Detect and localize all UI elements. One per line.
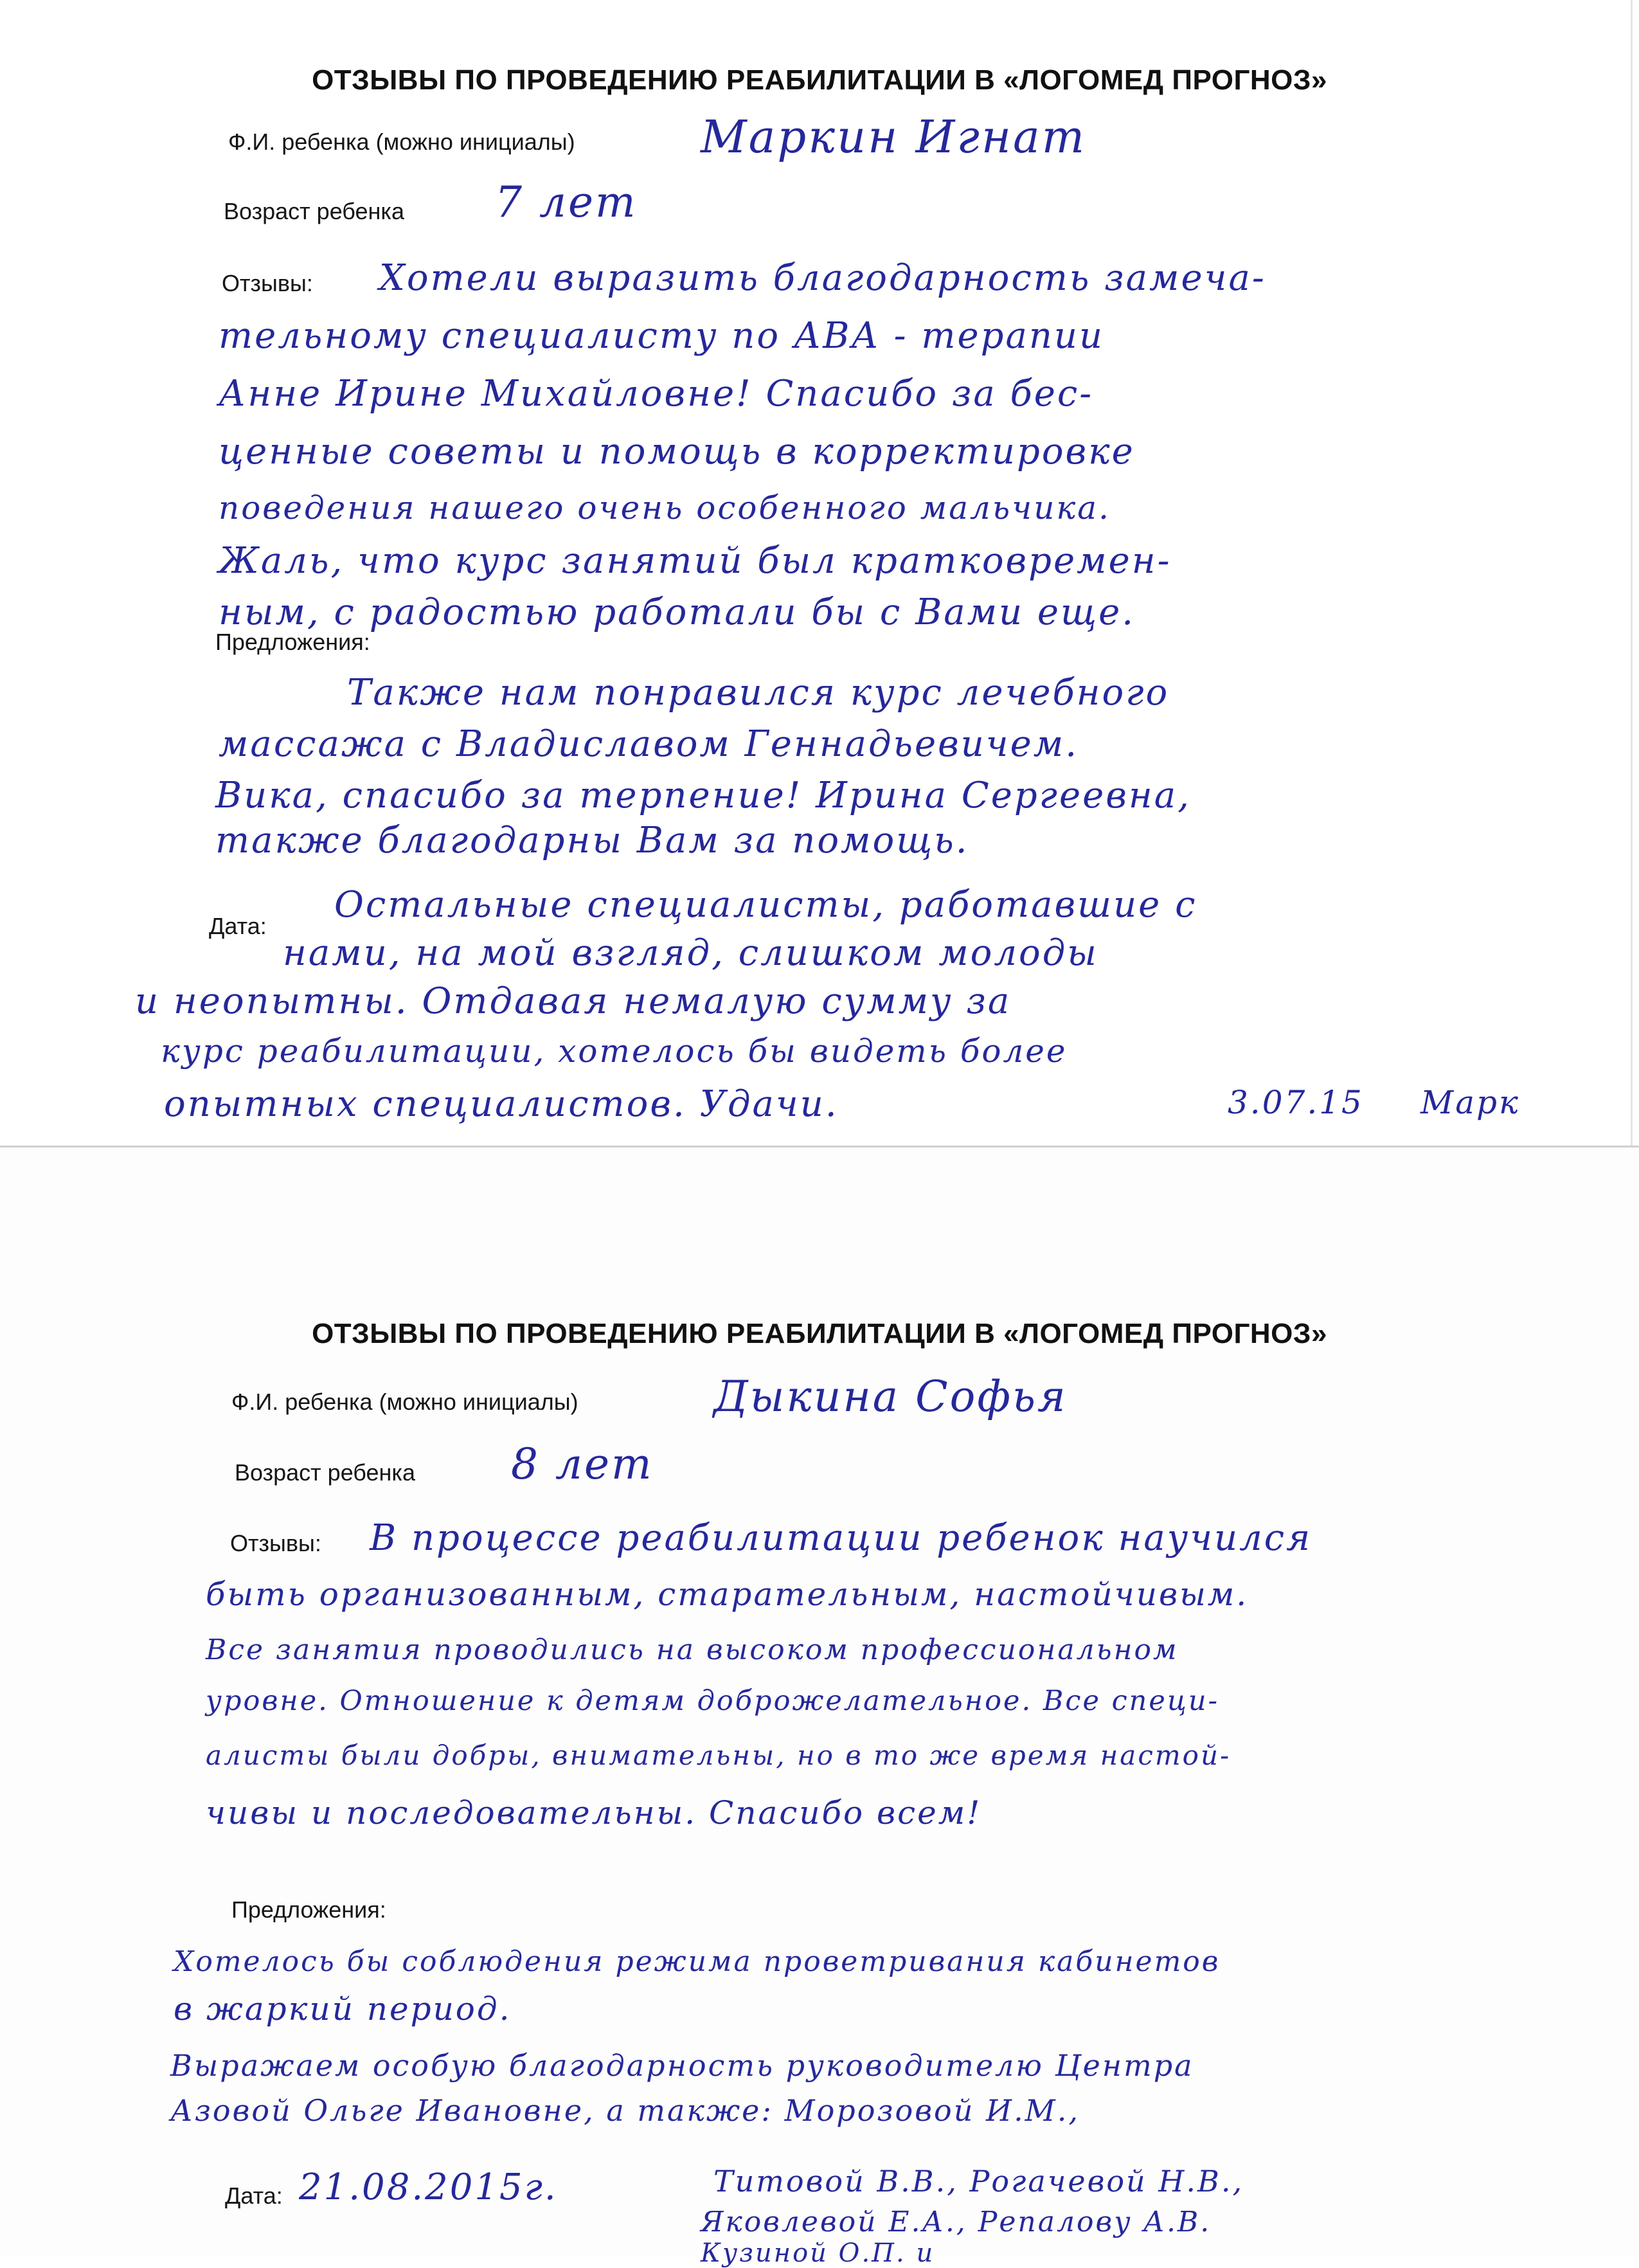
signature: Марк bbox=[1420, 1084, 1520, 1121]
review-line: Хотели выразить благодарность замеча- bbox=[379, 257, 1266, 299]
child-age-value: 8 лет bbox=[511, 1439, 654, 1489]
sheet-edge bbox=[1631, 0, 1633, 1148]
suggestions-label: Предложения: bbox=[231, 1896, 386, 1923]
review-line: Анне Ирине Михайловне! Спасибо за бес- bbox=[219, 373, 1094, 415]
reviews-label: Отзывы: bbox=[222, 270, 313, 296]
review-line: В процессе реабилитации ребенок научился bbox=[370, 1517, 1312, 1559]
review-line: Все занятия проводились на высоком профессиональном bbox=[206, 1634, 1179, 1666]
date-label: Дата: bbox=[225, 2182, 283, 2209]
review-line: тельному специалисту по АВА - терапии bbox=[219, 315, 1105, 357]
date-value: 21.08.2015г. bbox=[299, 2166, 558, 2208]
child-age-value: 7 лет bbox=[495, 177, 638, 227]
suggestion-line: Выражаем особую благодарность руководителю Центра bbox=[170, 2048, 1194, 2083]
suggestion-line: курс реабилитации, хотелось бы видеть более bbox=[161, 1032, 1068, 1070]
suggestion-line: в жаркий период. bbox=[174, 1990, 512, 2028]
review-line: уровне. Отношение к детям доброжелательное. Все специ- bbox=[206, 1685, 1220, 1717]
suggestion-line: Также нам понравился курс лечебного bbox=[347, 672, 1170, 714]
child-age-label: Возраст ребенка bbox=[224, 198, 404, 224]
suggestion-line: также благодарны Вам за помощь. bbox=[215, 820, 969, 861]
form-title: ОТЗЫВЫ ПО ПРОВЕДЕНИЮ РЕАБИЛИТАЦИИ В «ЛОГОМЕД ПРОГНОЗ» bbox=[312, 64, 1327, 96]
suggestions-label: Предложения: bbox=[215, 629, 370, 655]
child-age-label: Возраст ребенка bbox=[235, 1459, 415, 1486]
suggestion-line: Вика, спасибо за терпение! Ирина Сергеевна, bbox=[215, 775, 1191, 816]
child-name-value: Маркин Игнат bbox=[701, 111, 1087, 163]
thanks-line: Яковлевой Е.А., Репалову А.В. bbox=[701, 2206, 1212, 2238]
child-name-value: Дыкина Софья bbox=[713, 1372, 1068, 1421]
child-name-label: Ф.И. ребенка (можно инициалы) bbox=[231, 1389, 578, 1415]
suggestion-line: Азовой Ольге Ивановне, а также: Морозовой И.М., bbox=[170, 2093, 1080, 2128]
review-line: поведения нашего очень особенного мальчика. bbox=[219, 489, 1111, 526]
review-line: ным, с радостью работали бы с Вами еще. bbox=[219, 591, 1136, 633]
suggestion-line: нами, на мой взгляд, слишком молоды bbox=[283, 932, 1098, 974]
review-line: Жаль, что курс занятий был кратковремен- bbox=[219, 540, 1172, 582]
review-line: быть организованным, старательным, настойчивым. bbox=[206, 1576, 1249, 1613]
suggestion-line: и неопытны. Отдавая немалую сумму за bbox=[135, 980, 1012, 1022]
suggestion-line: опытных специалистов. Удачи. bbox=[164, 1083, 839, 1125]
date-label: Дата: bbox=[209, 913, 267, 939]
thanks-line: Кузиной О.П. и bbox=[701, 2238, 935, 2268]
suggestion-line: Остальные специалисты, работавшие с bbox=[334, 884, 1197, 926]
review-line: ценные советы и помощь в корректировке bbox=[219, 431, 1135, 473]
suggestion-line: Хотелось бы соблюдения режима проветривания кабинетов bbox=[174, 1945, 1221, 1978]
child-name-label: Ф.И. ребенка (можно инициалы) bbox=[228, 129, 575, 155]
form-title: ОТЗЫВЫ ПО ПРОВЕДЕНИЮ РЕАБИЛИТАЦИИ В «ЛОГОМЕД ПРОГНОЗ» bbox=[312, 1318, 1327, 1349]
review-line: чивы и последовательны. Спасибо всем! bbox=[206, 1794, 982, 1832]
review-line: алисты были добры, внимательны, но в то же время настой- bbox=[206, 1740, 1231, 1771]
suggestion-line: массажа с Владиславом Геннадьевичем. bbox=[219, 723, 1079, 765]
thanks-line: Титовой В.В., Рогачевой Н.В., bbox=[713, 2164, 1244, 2199]
review-form-2 bbox=[0, 1148, 1639, 2268]
reviews-label: Отзывы: bbox=[230, 1530, 321, 1556]
date-value: 3.07.15 bbox=[1228, 1084, 1364, 1121]
